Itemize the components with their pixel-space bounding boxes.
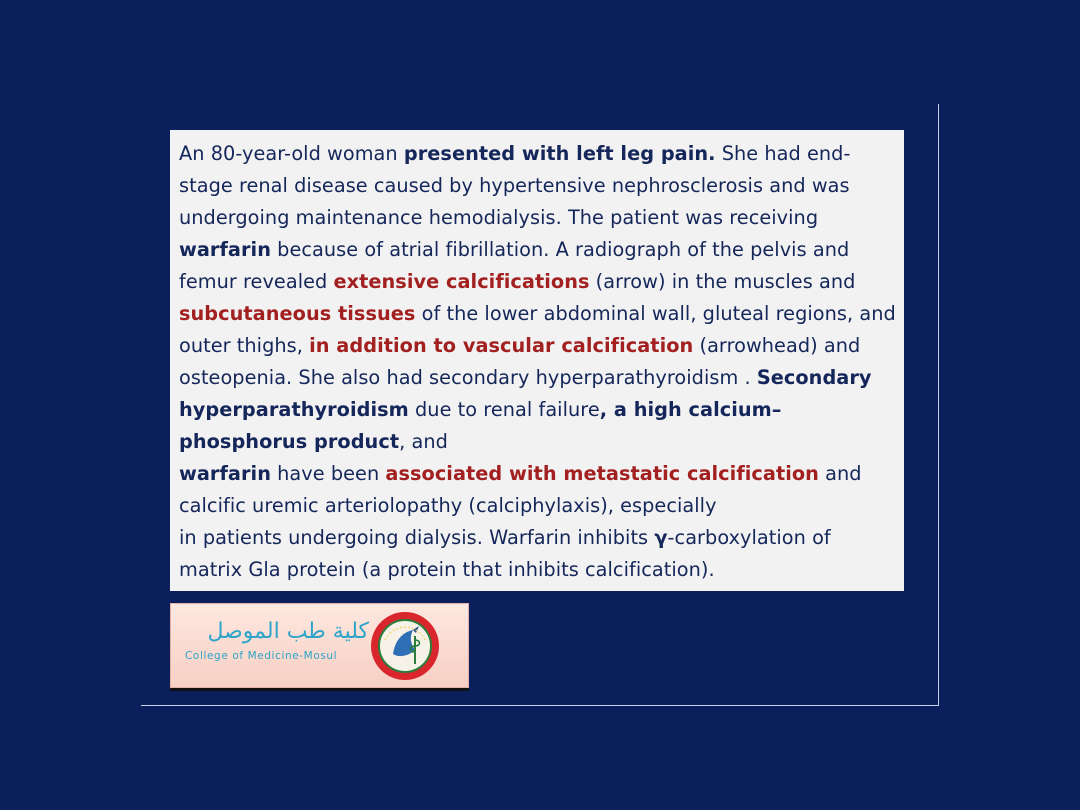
highlighted-text-segment: in addition to vascular calcification: [309, 334, 694, 357]
text-segment: because of atrial fibrillation. A radiograph of the pelvis and femur revealed: [179, 238, 850, 293]
text-segment: due to renal failure: [408, 398, 600, 421]
highlighted-text-segment: extensive calcifications: [333, 270, 590, 293]
slide-frame-right-line: [938, 104, 939, 706]
text-segment: , and: [399, 430, 448, 453]
text-segment: (arrow) in the muscles and: [589, 270, 856, 293]
bold-text-segment: γ: [654, 526, 668, 549]
bold-text-segment: presented with left leg pain.: [403, 142, 716, 165]
college-seal-icon: [369, 610, 441, 682]
case-description-box: [170, 130, 904, 591]
text-segment: An 80-year-old woman: [179, 142, 404, 165]
text-segment: have been: [270, 462, 386, 485]
highlighted-text-segment: subcutaneous tissues: [179, 302, 416, 325]
bold-text-segment: , a high calcium–phosphorus product: [179, 398, 782, 453]
college-logo: [170, 603, 469, 688]
text-segment: (arrowhead) and osteopenia. She also had secondary hyperparathyroidism .: [179, 334, 861, 389]
highlighted-text-segment: associated with metastatic calcification: [385, 462, 819, 485]
text-segment: She had end-stage renal disease caused by hypertensive nephrosclerosis and was undergoing maintenance hemodialysis. The patient was receiving: [179, 142, 851, 229]
text-segment: and calcific uremic arteriolopathy (calciphylaxis), especially: [179, 462, 862, 517]
text-segment: of the lower abdominal wall, gluteal regions, and outer thighs,: [179, 302, 896, 357]
bold-text-segment: Secondary hyperparathyroidism: [179, 366, 872, 421]
logo-arabic-name: كلية طب الموصل: [207, 619, 369, 644]
bold-text-segment: warfarin: [179, 462, 271, 485]
slide-frame-bottom-line: [141, 705, 939, 706]
case-description-paragraph: [179, 138, 898, 586]
bold-text-segment: warfarin: [179, 238, 271, 261]
text-segment: in patients undergoing dialysis. Warfarin inhibits: [179, 526, 655, 549]
logo-english-name: College of Medicine-Mosul: [185, 650, 338, 662]
text-segment: -carboxylation of matrix Gla protein (a protein that inhibits calcification).: [179, 526, 831, 581]
